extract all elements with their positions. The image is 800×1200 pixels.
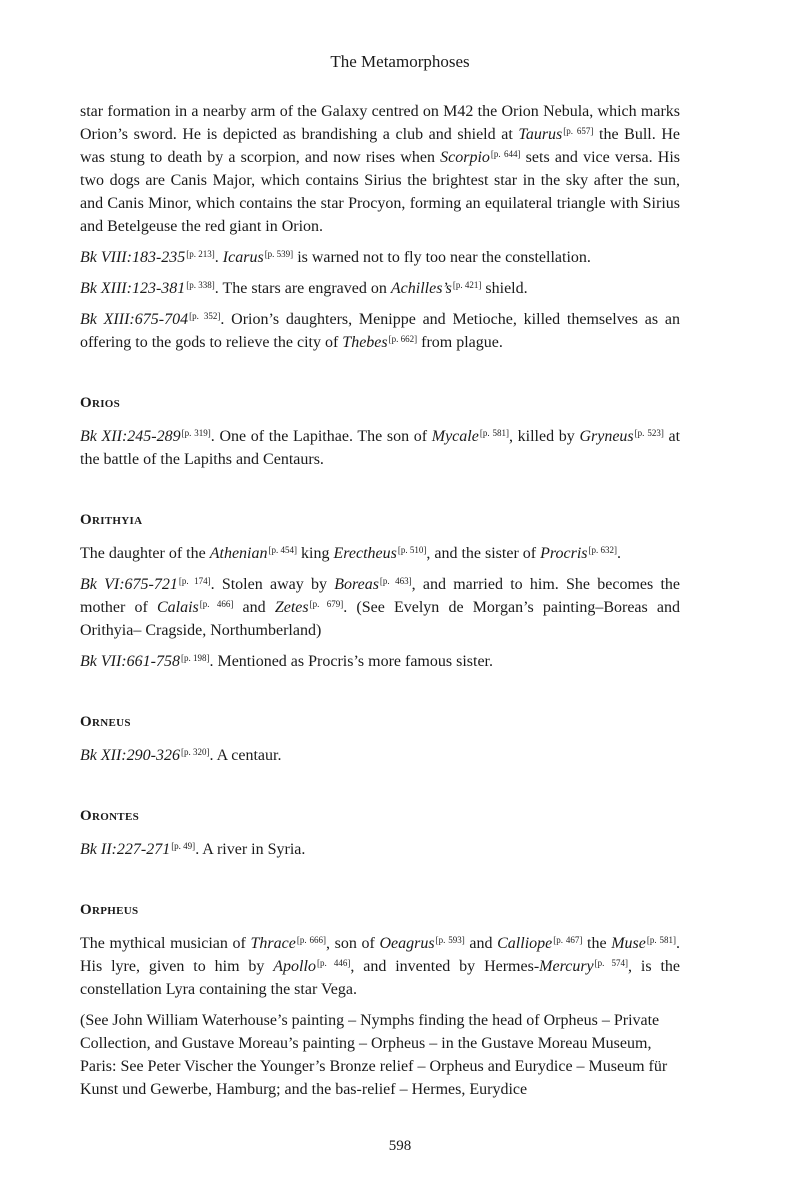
- page-reference[interactable]: [p. 510]: [397, 545, 427, 555]
- page-reference[interactable]: [p. 463]: [379, 576, 412, 586]
- orion-citation-daughters: Bk XIII:675-704[p. 352]. Orion’s daughters, Menippe and Metioche, killed themselves as an offering to the gods to relieve the city of Thebes[p. 662] from plague.: [80, 311, 680, 351]
- book-reference[interactable]: Bk XIII:123-381: [80, 280, 186, 297]
- book-reference[interactable]: Bk II:227-271: [80, 841, 171, 858]
- cross-reference[interactable]: Icarus: [222, 249, 264, 266]
- book-reference[interactable]: Bk VII:661-758: [80, 653, 180, 670]
- page-reference[interactable]: [p. 632]: [588, 545, 617, 555]
- page-reference[interactable]: [p. 338]: [186, 280, 215, 290]
- page-reference[interactable]: [p. 198]: [180, 653, 210, 663]
- orion-paragraph-description: star formation in a nearby arm of the Galaxy centred on M42 the Orion Nebula, which marks Orion’s sword. He is depicted as brandishing a club and shield at Taurus[p. 657] the Bull. He was stung to death by a scorpion, and now rises when Scorpio[p. 644] sets and vice versa. His two dogs are Canis Major, which contains Sirius the brightest star in the sky after the sun, and Canis Minor, which contains the star Procyon, forming an equilateral triangle with Sirius and Betelgeuse the red giant in Orion.: [80, 103, 680, 235]
- entry-orios: [80, 392, 680, 471]
- entry-paragraph: Bk XII:290-326[p. 320]. A centaur.: [80, 747, 282, 764]
- entry-paragraph: Bk XII:245-289[p. 319]. One of the Lapithae. The son of Mycale[p. 581], killed by Gryneus[p. 523] at the battle of the Lapiths and Centaurs.: [80, 428, 681, 468]
- page-reference[interactable]: [p. 319]: [181, 428, 211, 438]
- page-reference[interactable]: [p. 593]: [435, 935, 465, 945]
- page-reference[interactable]: [p. 679]: [309, 599, 344, 609]
- entry-heading: Orios: [80, 395, 121, 411]
- page-reference[interactable]: [p. 174]: [178, 576, 211, 586]
- cross-reference[interactable]: Calliope: [497, 935, 553, 952]
- entry-paragraph: Bk II:227-271[p. 49]. A river in Syria.: [80, 841, 306, 858]
- page-reference[interactable]: [p. 352]: [189, 311, 221, 321]
- entry-heading: Orithyia: [80, 512, 143, 528]
- page-reference[interactable]: [p. 539]: [264, 249, 294, 259]
- page-reference[interactable]: [p. 421]: [452, 280, 482, 290]
- cross-reference[interactable]: Apollo: [273, 958, 316, 975]
- entry-heading: Orontes: [80, 808, 140, 824]
- cross-reference[interactable]: Muse: [611, 935, 646, 952]
- page-number: 598: [388, 1138, 412, 1154]
- page-reference[interactable]: [p. 454]: [268, 545, 297, 555]
- page-reference[interactable]: [p. 581]: [479, 428, 509, 438]
- cross-reference[interactable]: Mercury: [539, 958, 594, 975]
- entry-paragraph: Bk VI:675-721[p. 174]. Stolen away by Boreas[p. 463], and married to him. She becomes the mother of Calais[p. 466] and Zetes[p. 679]. (See Evelyn de Morgan’s painting–Boreas and Orithyia– Cragside, Northumberland): [80, 576, 681, 639]
- page-reference[interactable]: [p. 320]: [180, 747, 210, 757]
- cross-reference[interactable]: Thrace: [250, 935, 296, 952]
- page-reference[interactable]: [p. 644]: [490, 149, 521, 159]
- book-reference[interactable]: Bk XII:245-289: [80, 428, 181, 445]
- cross-reference[interactable]: Erectheus: [333, 545, 397, 562]
- page-reference[interactable]: [p. 666]: [296, 935, 326, 945]
- body-text: [80, 100, 680, 1109]
- page-reference[interactable]: [p. 657]: [563, 126, 594, 136]
- page-reference[interactable]: [p. 467]: [553, 935, 583, 945]
- entry-paragraph: The daughter of the Athenian[p. 454] king Erectheus[p. 510], and the sister of Procris[p. 632].: [80, 545, 621, 562]
- page-reference[interactable]: [p. 466]: [199, 599, 234, 609]
- entry-heading: Orpheus: [80, 902, 139, 918]
- cross-reference[interactable]: Calais: [156, 599, 199, 616]
- cross-reference[interactable]: Oeagrus: [379, 935, 435, 952]
- entry-orontes: [80, 805, 680, 861]
- entry-paragraph: Bk VII:661-758[p. 198]. Mentioned as Procris’s more famous sister.: [80, 653, 493, 670]
- page-reference[interactable]: [p. 213]: [186, 249, 215, 259]
- cross-reference[interactable]: Scorpio: [440, 149, 490, 166]
- orion-citation-icarus: Bk VIII:183-235[p. 213]. Icarus[p. 539] is warned not to fly too near the constellation.: [80, 249, 591, 266]
- book-reference[interactable]: Bk VIII:183-235: [80, 249, 186, 266]
- entry-paragraph: The mythical musician of Thrace[p. 666], son of Oeagrus[p. 593] and Calliope[p. 467] the Muse[p. 581]. His lyre, given to him by Apollo[p. 446], and invented by Hermes-Mercury[p. 574], is the constellation Lyra containing the star Vega.: [80, 935, 681, 998]
- cross-reference[interactable]: Achilles’s: [390, 280, 452, 297]
- cross-reference[interactable]: Mycale: [431, 428, 479, 445]
- entry-orithyia: [80, 509, 680, 673]
- book-reference[interactable]: Bk XIII:675-704: [80, 311, 189, 328]
- cross-reference[interactable]: Zetes: [274, 599, 309, 616]
- page-reference[interactable]: [p. 446]: [316, 958, 351, 968]
- page-reference[interactable]: [p. 581]: [646, 935, 677, 945]
- cross-reference[interactable]: Gryneus: [579, 428, 634, 445]
- cross-reference[interactable]: Athenian: [209, 545, 268, 562]
- book-reference[interactable]: Bk VI:675-721: [80, 576, 178, 593]
- page-reference[interactable]: [p. 574]: [594, 958, 629, 968]
- entry-orpheus: [80, 899, 680, 1101]
- entry-paragraph: (See John William Waterhouse’s painting – Nymphs finding the head of Orpheus – Private Collection, and Gustave Moreau’s painting – Orpheus – in the Gustave Moreau Museum, Paris: See Peter Vischer the Younger’s Bronze relief – Orpheus and Eurydice – Museum für Kunst und Gewerbe, Hamburg; and the bas-relief – Hermes, Eurydice: [80, 1012, 668, 1098]
- cross-reference[interactable]: Thebes: [342, 334, 388, 351]
- page-reference[interactable]: [p. 662]: [388, 334, 418, 344]
- book-reference[interactable]: Bk XII:290-326: [80, 747, 180, 764]
- entry-heading: Orneus: [80, 714, 131, 730]
- running-head: The Metamorphoses: [330, 52, 470, 71]
- orion-citation-achilles: Bk XIII:123-381[p. 338]. The stars are engraved on Achilles’s[p. 421] shield.: [80, 280, 528, 297]
- page-reference[interactable]: [p. 49]: [171, 841, 196, 851]
- cross-reference[interactable]: Procris: [540, 545, 588, 562]
- cross-reference[interactable]: Boreas: [334, 576, 379, 593]
- cross-reference[interactable]: Taurus: [518, 126, 563, 143]
- page-reference[interactable]: [p. 523]: [634, 428, 664, 438]
- entry-orneus: [80, 711, 680, 767]
